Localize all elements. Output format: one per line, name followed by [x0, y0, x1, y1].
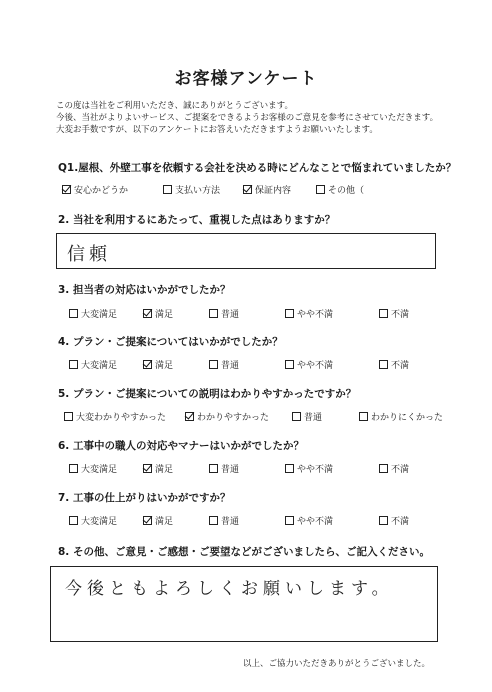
q2-answer-box[interactable] [56, 233, 436, 269]
q2-answer-handwriting: 信頼 [67, 244, 111, 265]
question-6-label: 6. 工事中の職人の対応やマナーはいかがでしたか？ [58, 440, 304, 452]
q5-option-unclear[interactable] [359, 410, 443, 423]
checkbox-checked[interactable] [243, 185, 252, 194]
option-label: 保証内容 [255, 186, 292, 196]
checkbox-checked[interactable] [185, 412, 194, 421]
q3-option-neutral[interactable] [209, 307, 239, 320]
q5-option-neutral[interactable] [292, 410, 322, 423]
q4-option-unsatisfied[interactable] [379, 358, 409, 371]
option-label: 満足 [155, 361, 174, 371]
q6-option-neutral[interactable] [209, 462, 239, 475]
intro-line-2: 今後、当社がよりよいサービス、ご提案をできるようお客様のご意見を参考にさせていただきます。 [56, 113, 439, 123]
question-8-label: 8. その他、ご意見・ご感想・ご要望などがございましたら、ご記入ください。 [58, 546, 430, 558]
checkbox[interactable] [379, 516, 388, 525]
option-label: 普通 [221, 517, 240, 527]
q4-option-somewhat-unsatisfied[interactable] [285, 358, 333, 371]
checkbox-checked[interactable] [143, 360, 152, 369]
checkbox-checked[interactable] [62, 185, 71, 194]
option-label: 不満 [391, 310, 410, 320]
option-label: 大変満足 [81, 361, 118, 371]
option-label: やや不満 [297, 361, 334, 371]
option-label: やや不満 [297, 310, 334, 320]
checkbox[interactable] [209, 360, 218, 369]
checkbox[interactable] [209, 516, 218, 525]
option-label: 安心かどうか [74, 186, 129, 196]
q4-option-satisfied[interactable] [143, 358, 173, 371]
checkbox[interactable] [316, 185, 325, 194]
closing-thanks: 以上、ご協力いただきありがとうございました。 [242, 659, 430, 669]
option-label: 大変満足 [81, 465, 118, 475]
option-label: 大変満足 [81, 310, 118, 320]
checkbox[interactable] [379, 309, 388, 318]
checkbox[interactable] [285, 516, 294, 525]
option-label: やや不満 [297, 465, 334, 475]
question-4-label: 4. プラン・ご提案についてはいかがでしたか？ [58, 336, 283, 348]
checkbox[interactable] [209, 464, 218, 473]
option-label: 不満 [391, 465, 410, 475]
q7-option-satisfied[interactable] [143, 514, 173, 527]
q8-answer-box[interactable] [50, 566, 438, 642]
question-3-label: 3. 担当者の対応はいかがでしたか？ [58, 284, 231, 296]
option-label: わかりにくかった [371, 413, 444, 423]
q7-option-neutral[interactable] [209, 514, 239, 527]
q6-option-satisfied[interactable] [143, 462, 173, 475]
q1-option-anshin[interactable] [62, 183, 128, 196]
q1-option-other[interactable] [316, 183, 364, 196]
q6-option-somewhat-unsatisfied[interactable] [285, 462, 333, 475]
option-label: 普通 [221, 465, 240, 475]
option-label: 不満 [391, 517, 410, 527]
question-2-label: 2. 当社を利用するにあたって、重視した点はありますか？ [58, 214, 336, 226]
checkbox[interactable] [163, 185, 172, 194]
q3-option-unsatisfied[interactable] [379, 307, 409, 320]
q7-option-somewhat-unsatisfied[interactable] [285, 514, 333, 527]
q7-option-unsatisfied[interactable] [379, 514, 409, 527]
intro-line-1: この度は当社をご利用いただき、誠にありがとうございます。 [56, 101, 293, 111]
q5-option-clear[interactable] [185, 410, 269, 423]
checkbox-checked[interactable] [143, 516, 152, 525]
checkbox[interactable] [69, 360, 78, 369]
checkbox[interactable] [285, 464, 294, 473]
q3-option-satisfied[interactable] [143, 307, 173, 320]
checkbox[interactable] [379, 360, 388, 369]
option-label: 満足 [155, 310, 174, 320]
checkbox[interactable] [379, 464, 388, 473]
question-5-label: 5. プラン・ご提案についての説明はわかりやすかったですか？ [58, 388, 357, 400]
checkbox[interactable] [359, 412, 368, 421]
option-label: 普通 [221, 361, 240, 371]
checkbox[interactable] [285, 360, 294, 369]
option-label: やや不満 [297, 517, 334, 527]
option-label: 不満 [391, 361, 410, 371]
checkbox[interactable] [69, 309, 78, 318]
option-label: 大変満足 [81, 517, 118, 527]
option-label: 満足 [155, 465, 174, 475]
question-1-label: Q1.屋根、外壁工事を依頼する会社を決める時にどんなことで悩まれていましたか？ [58, 162, 457, 174]
q8-answer-handwriting: 今後ともよろしくお願いします。 [65, 579, 394, 599]
q3-option-somewhat-unsatisfied[interactable] [285, 307, 333, 320]
q4-option-neutral[interactable] [209, 358, 239, 371]
q1-option-warranty[interactable] [243, 183, 291, 196]
option-label: 大変わかりやすかった [76, 413, 167, 423]
page-title: お客様アンケート [174, 69, 318, 89]
q5-option-very-clear[interactable] [64, 410, 166, 423]
q1-option-payment[interactable] [163, 183, 220, 196]
checkbox[interactable] [69, 464, 78, 473]
intro-line-3: 大変お手数ですが、以下のアンケートにお答えいただきますようお願いいたします。 [56, 125, 378, 135]
checkbox[interactable] [209, 309, 218, 318]
checkbox[interactable] [69, 516, 78, 525]
checkbox-checked[interactable] [143, 309, 152, 318]
q3-option-very-satisfied[interactable] [69, 307, 117, 320]
checkbox[interactable] [285, 309, 294, 318]
q7-option-very-satisfied[interactable] [69, 514, 117, 527]
option-label: その他（ [328, 186, 365, 196]
option-label: わかりやすかった [197, 413, 270, 423]
checkbox[interactable] [292, 412, 301, 421]
q6-option-very-satisfied[interactable] [69, 462, 117, 475]
option-label: 支払い方法 [175, 186, 221, 196]
q4-option-very-satisfied[interactable] [69, 358, 117, 371]
option-label: 満足 [155, 517, 174, 527]
checkbox-checked[interactable] [143, 464, 152, 473]
question-7-label: 7. 工事の仕上がりはいかがですか？ [58, 492, 231, 504]
option-label: 普通 [221, 310, 240, 320]
option-label: 普通 [304, 413, 323, 423]
checkbox[interactable] [64, 412, 73, 421]
q6-option-unsatisfied[interactable] [379, 462, 409, 475]
